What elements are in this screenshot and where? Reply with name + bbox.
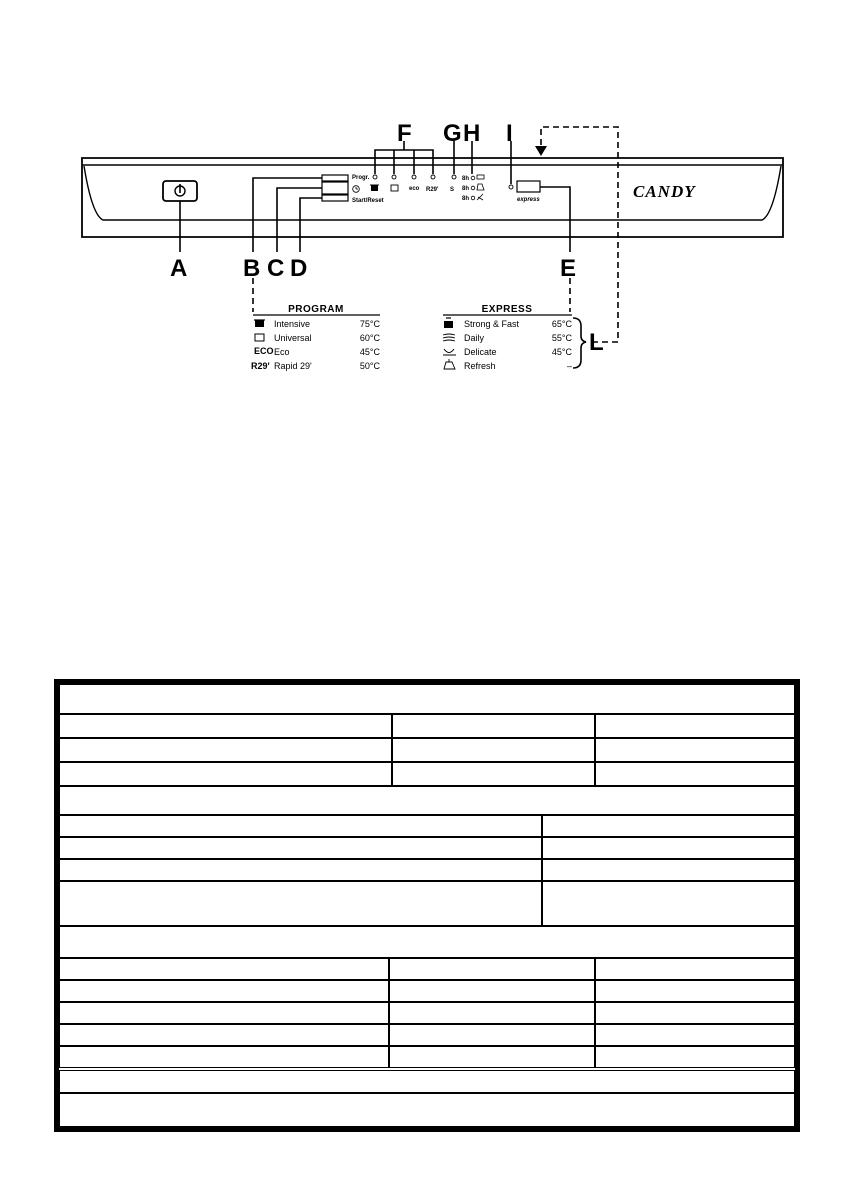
express-temp: 65°C	[551, 319, 572, 329]
table-cell	[59, 1002, 389, 1024]
table-cell	[59, 762, 392, 786]
program-table	[251, 304, 381, 371]
express-led	[509, 185, 513, 189]
table-cell	[595, 1046, 795, 1068]
arrow-down-icon	[535, 146, 547, 156]
program-temp: 75°C	[359, 319, 380, 329]
callout-a: A	[170, 255, 188, 282]
express-name: Strong & Fast	[464, 319, 520, 329]
callout-e: E	[560, 255, 577, 282]
express-temp: 45°C	[551, 347, 572, 357]
express-name: Refresh	[464, 361, 496, 371]
express-name: Delicate	[464, 347, 497, 357]
table-cell	[389, 1046, 595, 1068]
table-cell	[59, 980, 389, 1002]
table-cell	[542, 859, 795, 881]
delay-clock-icon	[353, 186, 360, 193]
table-cell	[59, 738, 392, 762]
program-name: Rapid 29'	[274, 361, 312, 371]
express-name: Daily	[464, 333, 485, 343]
callout-l: L	[589, 329, 604, 356]
table-cell	[389, 1024, 595, 1046]
program-name: Universal	[274, 333, 312, 343]
table-cell	[542, 881, 795, 926]
power-button[interactable]	[163, 181, 197, 201]
program-name: Intensive	[274, 319, 311, 329]
table-cell	[392, 714, 595, 738]
table-cell	[595, 762, 795, 786]
intensive-pot-icon	[370, 185, 379, 191]
callout-c: C	[267, 255, 285, 282]
table-cell	[595, 958, 795, 980]
start-reset-label: Start/Reset	[352, 198, 384, 204]
callout-h: H	[463, 120, 481, 147]
express-table-title: EXPRESS	[481, 304, 533, 315]
express-button[interactable]	[517, 181, 540, 192]
daily-icon	[443, 334, 455, 341]
callout-f: F	[397, 120, 412, 147]
table-cell	[595, 980, 795, 1002]
program-name: Eco	[274, 347, 290, 357]
table-cell	[595, 1024, 795, 1046]
eco-icon: eco	[409, 186, 420, 192]
callout-i: I	[506, 120, 513, 147]
rapid-29-icon: R29'	[251, 361, 270, 371]
delay-indicators	[462, 175, 484, 202]
salt-led	[452, 175, 456, 179]
program-temp: 50°C	[359, 361, 380, 371]
table-cell	[595, 1002, 795, 1024]
table-cell	[59, 815, 542, 837]
brand-logo: CANDY	[633, 182, 696, 201]
progr-label: Progr.	[352, 175, 370, 181]
table-cell	[392, 762, 595, 786]
table-cell	[595, 738, 795, 762]
table-cell	[542, 837, 795, 859]
program-button[interactable]	[322, 175, 348, 181]
table-cell	[59, 958, 389, 980]
universal-pot-icon	[391, 185, 398, 191]
intensive-pot-icon	[254, 320, 265, 327]
start-reset-button[interactable]	[322, 195, 348, 201]
table-cell	[389, 958, 595, 980]
callout-b: B	[243, 255, 261, 282]
brace	[573, 318, 586, 368]
table-cell	[389, 980, 595, 1002]
program-temp: 45°C	[359, 347, 380, 357]
delicate-icon	[443, 349, 456, 355]
table-cell	[392, 738, 595, 762]
table-cell	[59, 837, 542, 859]
svg-text:8h: 8h	[462, 176, 470, 182]
express-table	[443, 304, 573, 371]
delay-start-button[interactable]	[322, 182, 348, 194]
program-temp: 60°C	[359, 333, 380, 343]
section-header	[59, 926, 795, 958]
express-temp: 55°C	[551, 333, 572, 343]
section-header	[59, 684, 795, 714]
table-cell	[595, 714, 795, 738]
salt-icon: S	[450, 187, 455, 193]
table-cell	[59, 859, 542, 881]
eco-icon: ECO	[254, 346, 274, 356]
program-table-title: PROGRAM	[288, 304, 344, 315]
table-cell	[59, 1024, 389, 1046]
table-cell	[59, 714, 392, 738]
footer-row	[59, 1070, 795, 1093]
callout-g: G	[443, 120, 462, 147]
section-header	[59, 786, 795, 815]
program-leds	[373, 175, 435, 179]
table-cell	[59, 881, 542, 926]
refresh-icon	[444, 359, 455, 369]
svg-text:8h: 8h	[462, 196, 470, 202]
rapid-29-icon: R29'	[426, 187, 439, 193]
footer-row	[59, 1093, 795, 1127]
strong-fast-icon	[444, 318, 453, 328]
callout-d: D	[290, 255, 308, 282]
table-cell	[542, 815, 795, 837]
universal-pot-icon	[255, 334, 264, 341]
express-label: express	[517, 197, 540, 203]
table-cell	[59, 1046, 389, 1068]
table-cell	[389, 1002, 595, 1024]
svg-text:8h: 8h	[462, 186, 470, 192]
specification-table	[54, 679, 800, 1132]
express-temp: –	[566, 361, 572, 371]
